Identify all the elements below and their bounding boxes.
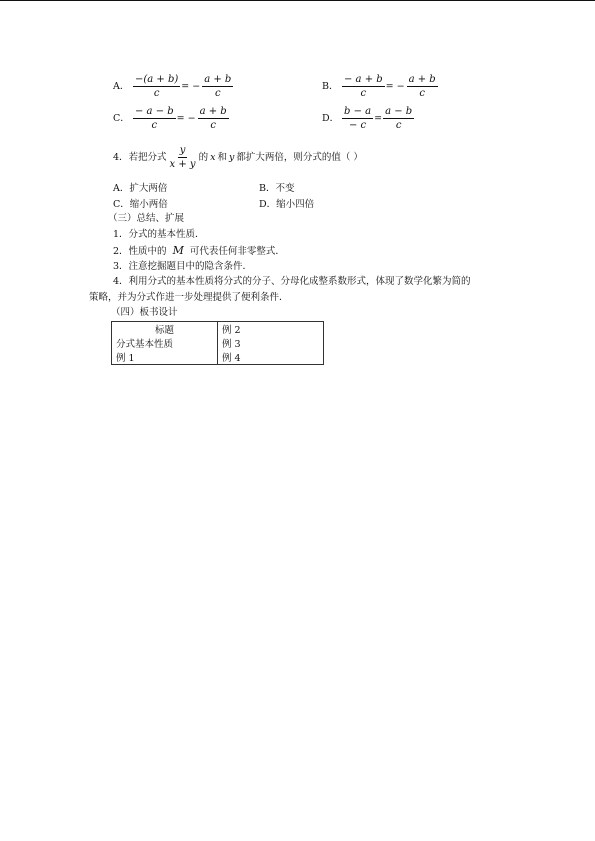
fraction: $\frac{a + b}{c}$: [199, 106, 227, 131]
fraction: $\frac{a + b}{c}$: [204, 74, 232, 99]
option-d: D． $\frac{b - a}{- c}$ = $\frac{a - b}{c}$: [322, 106, 413, 131]
section3-item-1: 1．分式的基本性质．: [113, 229, 205, 240]
fraction: $\frac{a + b}{c}$: [408, 74, 436, 99]
fraction: $\frac{-(a + b)}{c}$: [135, 74, 179, 99]
board-design-table: [111, 321, 324, 365]
table-row: [112, 336, 324, 350]
fraction: $\frac{- a - b}{c}$: [135, 106, 174, 131]
section3-item-2: 2．性质中的 M 可代表任何非零整式．: [113, 244, 285, 257]
table-row: [112, 350, 324, 365]
fraction: $\frac{- a + b}{c}$: [344, 74, 383, 99]
question-4: 4．若把分式 $\frac{y}{x + y}$ 的 x 和 y 都扩大两倍，则分式的值（ ）: [113, 145, 363, 170]
section3-item-4-cont: 策略，并为分式作进一步处理提供了便利条件．: [89, 292, 289, 303]
section3-item-3: 3．注意挖掘题目中的隐含条件．: [113, 261, 253, 272]
option-label: C．: [113, 112, 130, 124]
table-cell: 分式基本性质: [112, 336, 218, 350]
section3-heading: （三）总结、扩展: [108, 213, 185, 224]
table-cell: 例 2: [222, 325, 241, 336]
fraction: $\frac{y}{x + y}$: [169, 145, 196, 170]
table-cell: 标题: [112, 322, 218, 337]
table-cell: 例 1: [112, 350, 218, 365]
table-cell: 例 3: [222, 339, 241, 350]
q4-option-b: B．不变: [259, 183, 295, 194]
option-c: C． $\frac{- a - b}{c}$ = − $\frac{a + b}{c}$: [113, 106, 227, 131]
option-label: B．: [322, 80, 339, 92]
q4-option-c: C．缩小两倍: [113, 199, 168, 210]
table-cell: 例 4: [222, 353, 241, 364]
q4-prefix: 4．若把分式: [113, 151, 167, 163]
q4-option-d: D．缩小四倍: [259, 199, 315, 210]
option-label: A．: [113, 80, 130, 92]
option-label: D．: [322, 112, 340, 124]
option-a: A． $\frac{-(a + b)}{c}$ = − $\frac{a + b}{c}$: [113, 74, 232, 99]
fraction: $\frac{b - a}{- c}$: [344, 106, 372, 131]
section4-heading: （四）板书设计: [111, 307, 178, 318]
fraction: $\frac{a - b}{c}$: [385, 106, 413, 131]
q4-option-a: A．扩大两倍: [113, 183, 168, 194]
section3-item-4: 4．利用分式的基本性质将分式的分子、分母化成整系数形式，体现了数学化繁为简的: [113, 276, 471, 287]
table-row: [112, 322, 324, 337]
q4-suffix: 都扩大两倍，则分式的值（ ）: [236, 151, 363, 163]
page-top-rule: [0, 0, 595, 1]
option-b: B． $\frac{- a + b}{c}$ = − $\frac{a + b}{c}$: [322, 74, 436, 99]
